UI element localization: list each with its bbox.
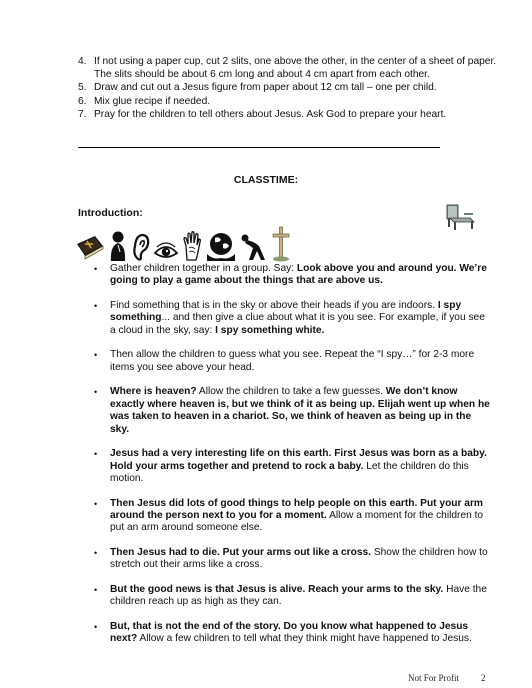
item-text: If not using a paper cup, cut 2 slits, one above the other, in the center of a sheet of paper. The slits should be about 6 cm long and about 4 cm apart from each other. (94, 56, 497, 80)
introduction-bullets (94, 263, 490, 658)
footer-text: Not For Profit (408, 673, 460, 683)
chair-icon (444, 201, 476, 231)
bullet-bold-text: Then Jesus had to die. Put your arms out like a cross. (110, 547, 371, 559)
list-item: • Gather children together in a group. Say: Look above you and around you. We’re going to play a game about the things that are above us. (94, 263, 487, 287)
preparation-list (78, 56, 498, 123)
bullet-text: Show the children how to stretch out their arms like a cross. (110, 547, 488, 571)
list-item (78, 56, 498, 81)
section-heading: CLASSTIME: (233, 174, 299, 186)
bullet-text: Allow a moment for the children to put an arm around someone else. (110, 510, 484, 534)
bullet-text: Find something that is in the sky or above their heads if you are indoors. (110, 300, 438, 311)
item-text: Pray for the children to tell others about Jesus. Ask God to prepare your heart. (94, 109, 447, 121)
bullet-bold-text: We don’t know exactly where heaven is, but we think of it as being up. Elijah went up when he was taken to heaven in a chariot. So, we think of heaven as being up in the sky. (110, 386, 490, 435)
hand-icon (181, 230, 203, 262)
introduction-label: Introduction: (78, 207, 143, 219)
bullet-bold-text: But the good news is that Jesus is alive. Reach your arms to the sky. (110, 584, 444, 596)
list-item: • Then Jesus did lots of good things to help people on this earth. Put your arm around the person next to you for a moment. Allow a moment for the children to put an arm around someone else. (94, 497, 484, 534)
bullet-text: Gather children together in a group. Say: (110, 263, 297, 274)
bullet-bold-text: Jesus had a very interesting life on this earth. First Jesus was born as a baby. Hold your arms together and pretend to rock a baby. (110, 448, 487, 472)
cross-icon (271, 226, 291, 262)
list-item: • Then Jesus had to die. Put your arms out like a cross. Show the children how to stretch out their arms like a cross. (94, 547, 488, 571)
bullet-text: ... and then give a clue about what it is you see. For example, if you see a cloud in the sky, say: (110, 312, 485, 336)
globe-hands-icon (205, 230, 237, 262)
list-item (78, 109, 498, 122)
item-number: 5. (78, 82, 87, 94)
list-item: • But, that is not the end of the story. Do you know what happened to Jesus next? Allow a few children to tell what they think might have happened to Jesus. (94, 621, 472, 645)
bullet-bold-text: Look above you and around you. We’re going to play a game about the things that are above us. (110, 263, 487, 287)
item-text: Draw and cut out a Jesus figure from paper about 12 cm tall – one per child. (94, 82, 437, 94)
item-number: 7. (78, 109, 87, 121)
item-number: 6. (78, 95, 87, 107)
bullet-text: Then allow the children to guess what you see. Repeat the “I spy…” for 2-3 more items you see above your head. (110, 349, 475, 373)
bullet-text: Let the children do this motion. (110, 460, 469, 485)
senses-icon-row (75, 226, 291, 262)
list-item (78, 82, 498, 95)
praying-child-icon (107, 230, 129, 262)
ear-icon (131, 232, 151, 262)
bullet-bold-text: Then Jesus did lots of good things to help people on this earth. Put your arm around the person next to you for a moment. (110, 497, 483, 522)
eye-icon (153, 240, 179, 262)
page-footer (408, 673, 486, 683)
list-item (78, 96, 498, 109)
bending-person-icon (239, 232, 269, 262)
horizontal-rule (78, 147, 440, 148)
item-number: 4. (78, 56, 87, 67)
item-text: Mix glue recipe if needed. (94, 95, 211, 107)
bullet-bold-text: Where is heaven? (110, 386, 197, 398)
bible-icon (75, 232, 105, 262)
bullet-bold-text: I spy something white. (215, 324, 325, 336)
bullet-bold-text: I spy something (110, 300, 462, 324)
list-item: • But the good news is that Jesus is alive. Reach your arms to the sky. Have the children reach up as high as they can. (94, 584, 487, 608)
bullet-bold-text: But, that is not the end of the story. Do you know what happened to Jesus next? (110, 621, 469, 645)
list-item: • Where is heaven? Allow the children to take a few guesses. We don’t know exactly where heaven is, but we think of it as being up. Elijah went up when he was taken to heaven in a chariot. So, we think of heaven as being up in the sky. (94, 386, 490, 435)
list-item: • Then allow the children to guess what you see. Repeat the “I spy…” for 2-3 more items you see above your head. (94, 349, 475, 373)
bullet-text: Have the children reach up as high as they can. (110, 584, 487, 608)
page-number: 2 (481, 673, 486, 683)
bullet-text: Allow a few children to tell what they think might have happened to Jesus. (137, 633, 472, 645)
bullet-text: Allow the children to take a few guesses. (196, 386, 386, 398)
list-item: • Find something that is in the sky or above their heads if you are indoors. I spy something... and then give a clue about what it is you see. For example, if you see a cloud in the sky, say: I spy something white. (94, 300, 485, 336)
list-item: • Jesus had a very interesting life on this earth. First Jesus was born as a baby. Hold your arms together and pretend to rock a baby. Let the children do this motion. (94, 448, 487, 485)
